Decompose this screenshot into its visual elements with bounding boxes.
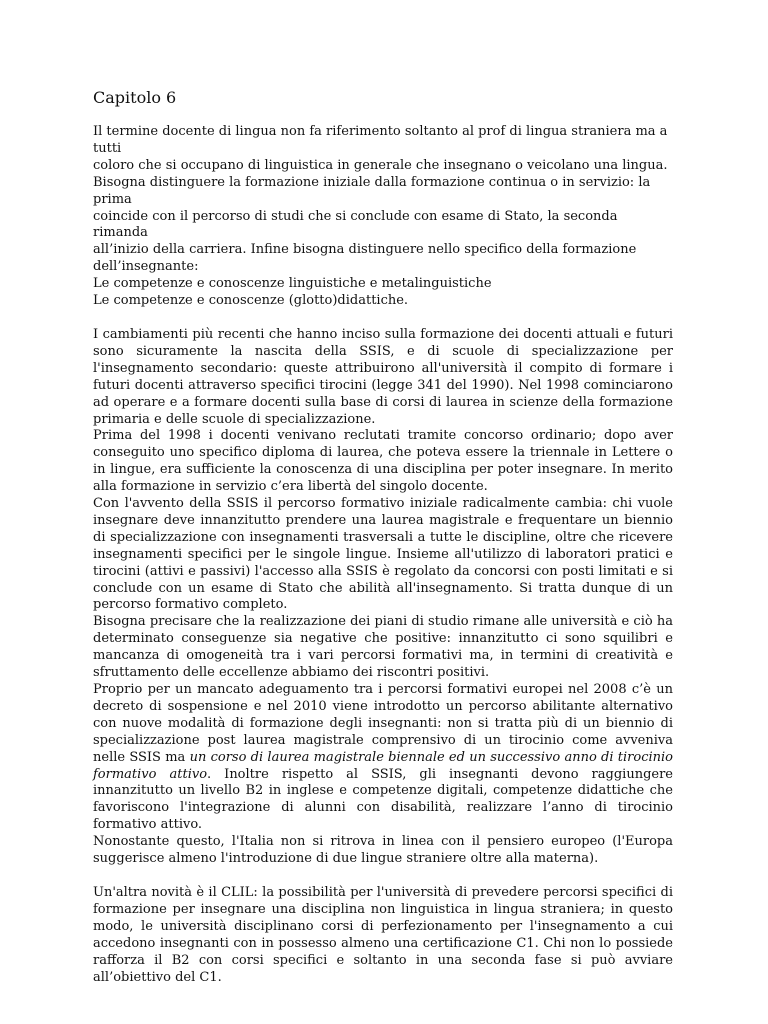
intro-line: dell’insegnante: <box>93 259 199 275</box>
intro-line: Il termine docente di lingua non fa riferimento soltanto al prof di lingua straniera ma a tutti <box>93 124 668 156</box>
paragraph-university-plans: Bisogna precisare che la realizzazione dei piani di studio rimane alle università e ciò ha determinato conseguenze sia negative che positive: innanzitutto ci sono squilibri e mancanza di omogeneità tra i vari percorsi formativi ma, in termini di creatività e sfruttamento delle eccellenze abbiamo dei riscontri positivi. <box>93 614 673 681</box>
paragraph-before-1998: Prima del 1998 i docenti venivano reclutati tramite concorso ordinario; dopo aver conseguito uno specifico diploma di laurea, che poteva essere la triennale in Lettere o in lingue, era sufficiente la conoscenza di una disciplina per poter insegnare. In merito alla formazione in servizio c’era libertà del singolo docente. <box>93 428 673 495</box>
intro-line: all’inizio della carriera. Infine bisogna distinguere nello specifico della formazione <box>93 242 637 258</box>
paragraph-2008-decree <box>93 682 673 834</box>
intro-line: Bisogna distinguere la formazione iniziale dalla formazione continua o in servizio: la prima <box>93 174 651 207</box>
chapter-title: Capitolo 6 <box>93 88 177 107</box>
text-run: . Inoltre rispetto al SSIS, gli insegnanti devono raggiungere innanzitutto un livello B2 in inglese e competenze digitali, competenze didattiche che favoriscono l'integrazione di alunni con disabilità, realizzare l’anno di tirocinio formativo attivo. <box>93 766 673 833</box>
list-item: Le competenze e conoscenze linguistiche e metalinguistiche <box>93 276 492 292</box>
intro-line: coincide con il percorso di studi che si conclude con esame di Stato, la seconda rimanda <box>93 208 618 241</box>
document-page <box>93 88 673 986</box>
paragraph-gap <box>93 310 673 327</box>
paragraph-gap <box>93 868 673 885</box>
paragraph-ssis-path: Con l'avvento della SSIS il percorso formativo iniziale radicalmente cambia: chi vuole insegnare deve innanzitutto prendere una laurea magistrale e frequentare un biennio di specializzazione con insegnamenti trasversali a tutte le discipline, oltre che ricevere insegnamenti specifici per le singole lingue. Insieme all'utilizzo di laboratori pratici e tirocini (attivi e passivi) l'accesso alla SSIS è regolato da concorsi con posti limitati e si conclude con un esame di Stato che abilità all'insegnamento. Si tratta dunque di un percorso formativo completo. <box>93 496 673 613</box>
paragraph-ssis-origin: I cambiamenti più recenti che hanno inciso sulla formazione dei docenti attuali e futuri sono sicuramente la nascita della SSIS, e di scuole di specializzazione per l'insegnamento secondario: queste attribuirono all'università il compito di formare i futuri docenti attraverso specifici tirocini (legge 341 del 1990). Nel 1998 cominciarono ad operare e a formare docenti sulla base di corsi di laurea in scienze della formazione primaria e delle scuole di specializzazione. <box>93 326 673 427</box>
intro-line: coloro che si occupano di linguistica in generale che insegnano o veicolano una lingua. <box>93 157 668 173</box>
intro-paragraph <box>93 124 673 310</box>
paragraph-europe: Nonostante questo, l'Italia non si ritrova in linea con il pensiero europeo (l'Europa suggerisce almeno l'introduzione di due lingue straniere oltre alla materna). <box>93 834 673 867</box>
italic-text-run: un corso di laurea magistrale biennale ed un successivo anno di tirocinio formativo attivo <box>93 749 673 782</box>
text-run: Proprio per un mancato adeguamento tra i percorsi formativi europei nel 2008 c’è un decreto di sospensione e nel 2010 viene introdotto un percorso abilitante alternativo con nuove modalità di formazione degli insegnanti: non si tratta più di un biennio di specializzazione post laurea magistrale comprensivo di un tirocinio come avveniva nelle SSIS ma <box>93 682 673 765</box>
list-item: Le competenze e conoscenze (glotto)didattiche. <box>93 293 409 309</box>
paragraph-clil: Un'altra novità è il CLIL: la possibilità per l'università di prevedere percorsi specifici di formazione per insegnare una disciplina non linguistica in lingua straniera; in questo modo, le università disciplinano corsi di perfezionamento per l'insegnamento a cui accedono insegnanti con in possesso almeno una certificazione C1. Chi non lo possiede rafforza il B2 con corsi specifici e soltanto in una seconda fase si può avviare all’obiettivo del C1. <box>93 884 673 985</box>
